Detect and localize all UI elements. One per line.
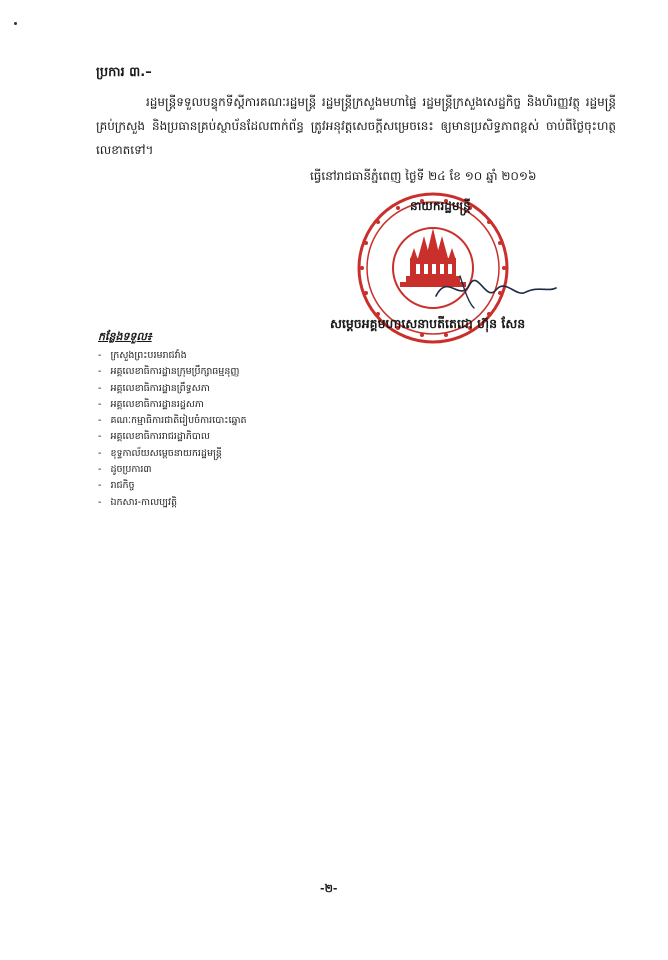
list-item: - អគ្គលេខាធិការដ្ឋានព្រឹទ្ធសភា	[98, 381, 247, 397]
handwritten-signature	[430, 262, 560, 312]
recipients-list	[98, 348, 247, 511]
list-item: - រាជកិច្ច	[98, 478, 247, 494]
article-heading: ប្រការ ៣.–	[96, 65, 152, 80]
signatory-name: សម្តេចអគ្គមហាសេនាបតីតេជោ ហ៊ុន សែន	[330, 316, 526, 331]
scan-speck	[14, 22, 17, 25]
page-number: -២-	[320, 882, 338, 895]
prime-minister-title: នាយករដ្ឋមន្ត្រី	[410, 199, 471, 213]
list-item: - ក្រសួងព្រះបរមរាជវាំង	[98, 348, 247, 364]
article-body: រដ្ឋមន្ត្រីទទួលបន្ទុកទីស្តីការគណៈរដ្ឋមន្ត្រី រដ្ឋមន្ត្រីក្រសួងមហាផ្ទៃ រដ្ឋមន្ត្រីក្រសួងសេដ្ឋកិច្ច និងហិរញ្ញវត្ថុ រដ្ឋមន្ត្រីគ្រប់ក្រសួង និងប្រធានគ្រប់ស្ថាប័នដែលពាក់ព័ន្ធ ត្រូវអនុវត្តសេចក្តីសម្រេចនេះ ឲ្យមានប្រសិទ្ធភាពខ្ពស់ ចាប់ពីថ្ងៃចុះហត្ថលេខាតទៅ។	[96, 95, 616, 157]
signing-date-line: ធ្វើនៅរាជធានីភ្នំពេញ ថ្ងៃទី ២៤ ខែ ១០ ឆ្នាំ ២០១៦	[310, 169, 537, 183]
list-item: - អគ្គលេខាធិការរាជរដ្ឋាភិបាល	[98, 429, 247, 445]
list-item: - ខុទ្ទកាល័យសម្តេចនាយករដ្ឋមន្ត្រី	[98, 446, 247, 462]
list-item: - ឯកសារ-កាលប្បវត្តិ	[98, 495, 247, 511]
list-item: - អគ្គលេខាធិការដ្ឋានក្រុមប្រឹក្សាធម្មនុញ្ញ	[98, 364, 247, 380]
list-item: - គណៈកម្មាធិការជាតិរៀបចំការបោះឆ្នោត	[98, 413, 247, 429]
list-item: - អគ្គលេខាធិការដ្ឋានរដ្ឋសភា	[98, 397, 247, 413]
list-item: - ដូចប្រការ៣	[98, 462, 247, 478]
recipients-title: កន្លែងទទួល៖	[98, 330, 152, 343]
